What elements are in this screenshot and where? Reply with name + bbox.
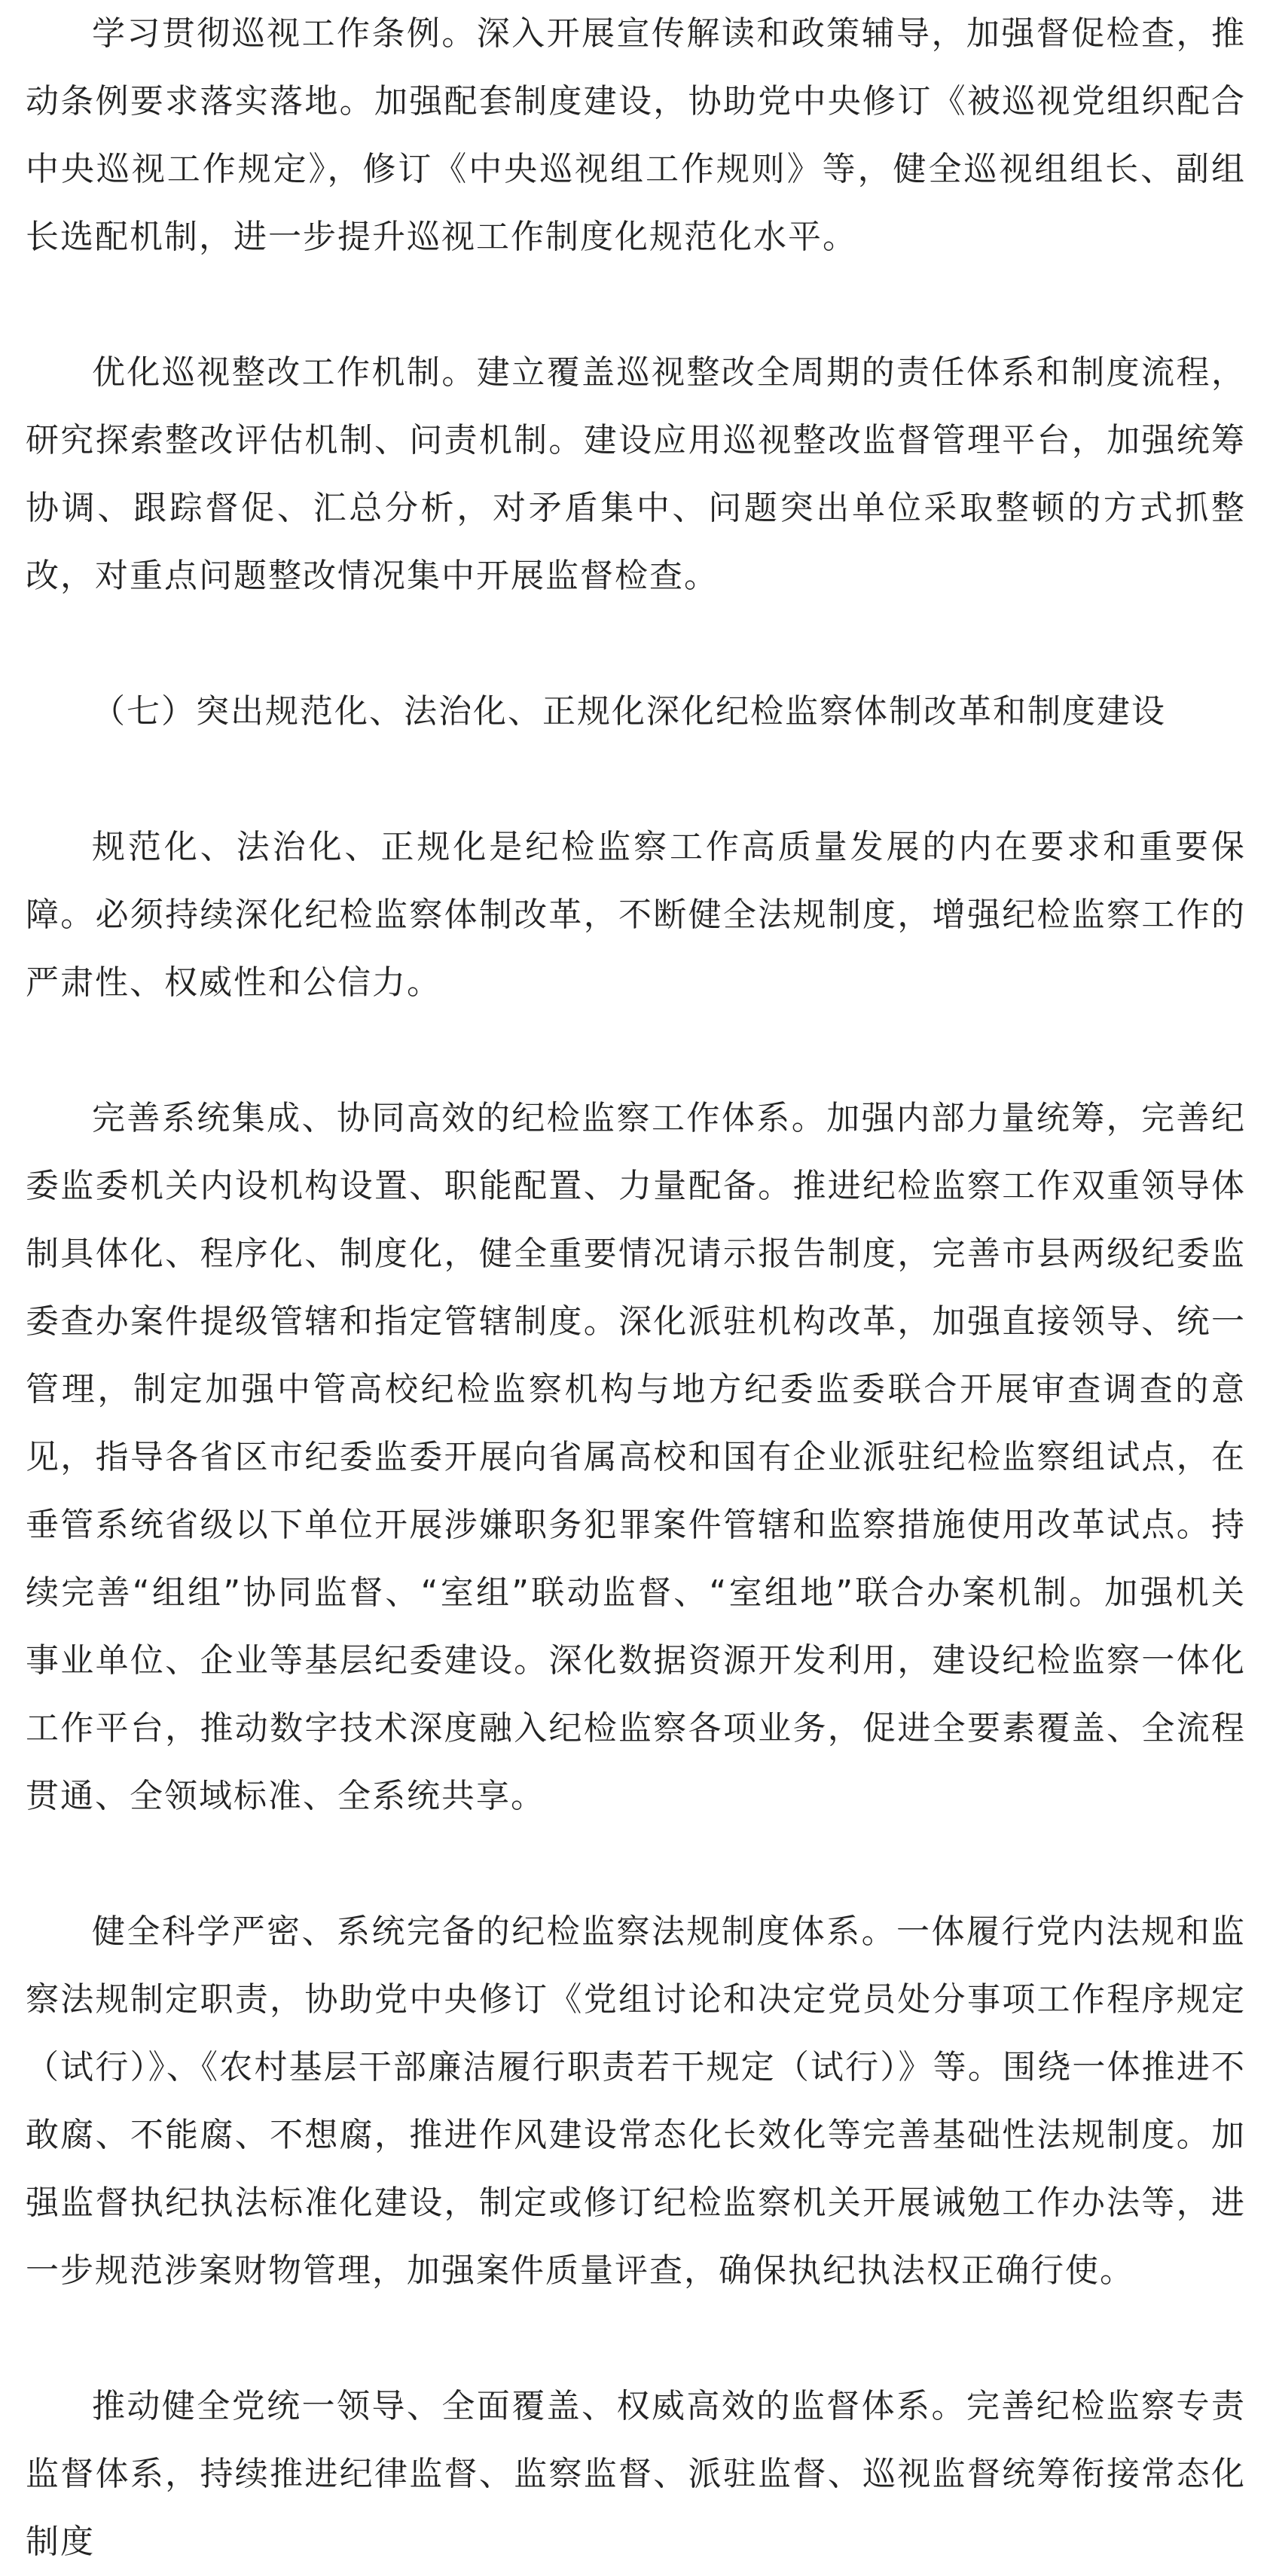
- paragraph-spacer: [26, 1017, 1246, 1085]
- paragraph-rectification-mechanism: 优化巡视整改工作机制。建立覆盖巡视整改全周期的责任体系和制度流程，研究探索整改评估机制、问责机制。建设应用巡视整改监督管理平台，加强统筹协调、跟踪督促、汇总分析，对矛盾集中、问题突出单位采取整顿的方式抓整改，对重点问题整改情况集中开展监督检查。: [26, 353, 1246, 595]
- paragraph-spacer: [26, 271, 1246, 339]
- paragraph-supervision-system: 推动健全党统一领导、全面覆盖、权威高效的监督体系。完善纪检监察专责监督体系，持续推进纪律监督、监察监督、派驻监督、巡视监督统筹衔接常态化制度: [26, 2387, 1246, 2561]
- paragraph-work-system: 完善系统集成、协同高效的纪检监察工作体系。加强内部力量统筹，完善纪委监委机关内设机构设置、职能配置、力量配备。推进纪检监察工作双重领导体制具体化、程序化、制度化，健全重要情况请示报告制度，完善市县两级纪委监委查办案件提级管辖和指定管辖制度。深化派驻机构改革，加强直接领导、统一管理，制定加强中管高校纪检监察机构与地方纪委监委联合开展审查调查的意见，指导各省区市纪委监委开展向省属高校和国有企业派驻纪检监察组试点，在垂管系统省级以下单位开展涉嫌职务犯罪案件管辖和监察措施使用改革试点。持续完善“组组”协同监督、“室组”联动监督、“室组地”联合办案机制。加强机关事业单位、企业等基层纪委建设。深化数据资源开发利用，建设纪检监察一体化工作平台，推动数字技术深度融入纪检监察各项业务，促进全要素覆盖、全流程贯通、全领域标准、全系统共享。: [26, 1099, 1246, 1815]
- paragraph-spacer: [26, 610, 1246, 678]
- section-heading: （七）突出规范化、法治化、正规化深化纪检监察体制改革和制度建设: [92, 692, 1166, 731]
- paragraph-spacer: [26, 2305, 1246, 2373]
- paragraph-spacer: [26, 746, 1246, 813]
- paragraph-inspection-regulations: 学习贯彻巡视工作条例。深入开展宣传解读和政策辅导，加强督促检查，推动条例要求落实落地。加强配套制度建设，协助党中央修订《被巡视党组织配合中央巡视工作规定》，修订《中央巡视组工作规则》等，健全巡视组组长、副组长选配机制，进一步提升巡视工作制度化规范化水平。: [26, 14, 1246, 256]
- paragraph-regulation-system: 健全科学严密、系统完备的纪检监察法规制度体系。一体履行党内法规和监察法规制定职责，协助党中央修订《党组讨论和决定党员处分事项工作程序规定（试行）》、《农村基层干部廉洁履行职责若干规定（试行）》等。围绕一体推进不敢腐、不能腐、不想腐，推进作风建设常态化长效化等完善基础性法规制度。加强监督执纪执法标准化建设，制定或修订纪检监察机关开展诫勉工作办法等，进一步规范涉案财物管理，加强案件质量评查，确保执纪执法权正确行使。: [26, 1912, 1246, 2290]
- paragraph-section-intro: 规范化、法治化、正规化是纪检监察工作高质量发展的内在要求和重要保障。必须持续深化纪检监察体制改革，不断健全法规制度，增强纪检监察工作的严肃性、权威性和公信力。: [26, 828, 1246, 1002]
- paragraph-spacer: [26, 1830, 1246, 1898]
- article-body: [26, 0, 1246, 2576]
